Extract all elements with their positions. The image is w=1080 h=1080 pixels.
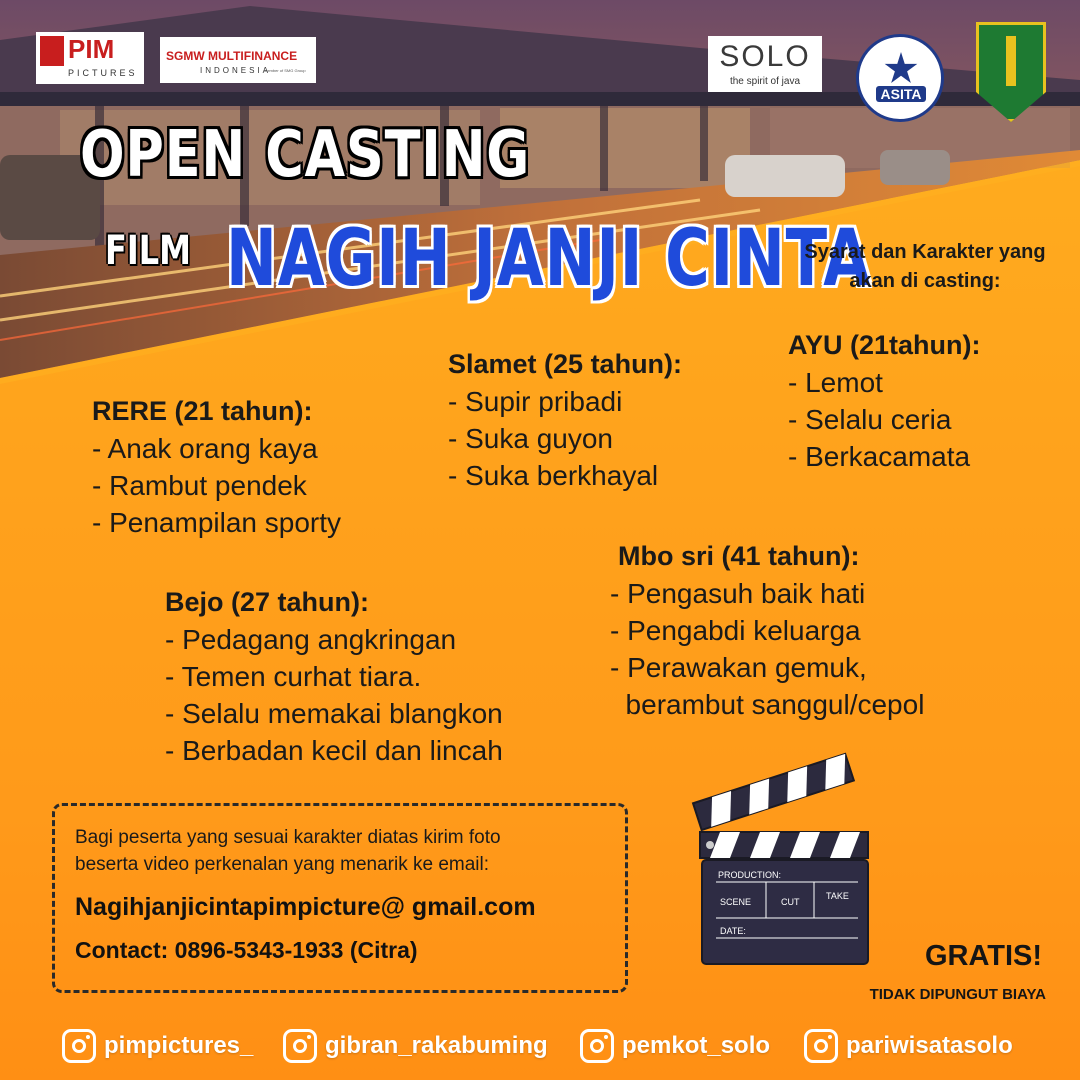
character-trait: - Supir pribadi <box>448 386 623 417</box>
sgmw-logo-subtext: INDONESIA <box>200 66 272 75</box>
free-subtitle: TIDAK DIPUNGUT BIAYA <box>869 986 1046 1003</box>
social-handle-pimpictures[interactable] <box>62 1026 253 1066</box>
crest-tower-icon <box>1006 36 1016 86</box>
instagram-icon <box>62 1029 96 1063</box>
instagram-icon <box>580 1029 614 1063</box>
social-handle-pariwisata[interactable] <box>804 1026 1013 1066</box>
pim-logo-text: PIM <box>68 34 115 64</box>
social-handle-gibran[interactable] <box>283 1026 548 1066</box>
requirements-label: Syarat dan Karakter yang akan di casting: <box>804 241 1046 292</box>
character-ayu <box>788 326 981 475</box>
sgmw-logo-tagline: member of SMG Group <box>264 68 306 73</box>
character-slamet <box>448 345 682 494</box>
character-trait: - Selalu memakai blangkon <box>165 698 503 729</box>
open-casting-heading: OPEN CASTING <box>80 118 531 192</box>
clapperboard-icon <box>688 750 878 970</box>
clapper-production-label: PRODUCTION: <box>718 870 781 880</box>
social-handle-text: pariwisatasolo <box>846 1032 1013 1059</box>
social-handle-pemkot[interactable] <box>580 1026 770 1066</box>
instagram-icon <box>804 1029 838 1063</box>
character-trait: - Anak orang kaya <box>92 433 318 464</box>
sgmw-multifinance-logo <box>160 37 316 83</box>
character-trait: - Selalu ceria <box>788 404 952 435</box>
character-trait: - Pedagang angkringan <box>165 624 457 655</box>
social-handle-text: pimpictures_ <box>104 1032 254 1059</box>
clapper-date-label: DATE: <box>720 926 746 936</box>
asita-badge-icon <box>856 34 944 122</box>
pim-logo-subtext: PICTURES <box>68 68 138 78</box>
character-trait: - Suka guyon <box>448 423 613 454</box>
submission-email[interactable]: Nagihjanjicintapimpicture@ gmail.com <box>75 893 536 921</box>
solo-logo-text: SOLO <box>719 40 811 73</box>
character-name: Bejo (27 tahun): <box>165 587 370 617</box>
character-name: RERE (21 tahun): <box>92 396 313 426</box>
character-rere <box>92 392 341 541</box>
character-trait: berambut sanggul/cepol <box>610 689 925 720</box>
clapper-cut-label: CUT <box>781 897 800 907</box>
clapper-take-label: TAKE <box>826 891 849 901</box>
character-trait: - Pengabdi keluarga <box>610 615 861 646</box>
submission-instructions <box>75 824 605 878</box>
pim-pictures-logo <box>36 32 144 84</box>
film-title: NAGIH JANJI CINTA <box>226 214 872 304</box>
character-trait: - Penampilan sporty <box>92 507 342 538</box>
character-name: Mbo sri (41 tahun): <box>618 541 860 571</box>
character-trait: - Pengasuh baik hati <box>610 578 866 609</box>
character-trait: - Berkacamata <box>788 441 971 472</box>
character-name: AYU (21tahun): <box>788 330 981 360</box>
character-trait: - Rambut pendek <box>92 470 307 501</box>
solo-logo-subtext: the spirit of java <box>729 76 801 87</box>
character-trait: - Perawakan gemuk, <box>610 652 867 683</box>
social-handles <box>0 1020 1080 1066</box>
submission-line: Bagi peserta yang sesuai karakter diatas kirim foto <box>75 827 501 848</box>
asita-logo <box>850 30 952 128</box>
film-label: FILM <box>105 228 191 274</box>
sgmw-logo-text: SGMW MULTIFINANCE <box>166 49 298 63</box>
social-handle-text: gibran_rakabuming <box>325 1032 548 1059</box>
pim-emblem-icon <box>40 36 64 66</box>
character-trait: - Lemot <box>788 367 883 398</box>
asita-logo-text: ASITA <box>876 86 926 102</box>
submission-line: beserta video perkenalan yang menarik ke email: <box>75 854 490 875</box>
instagram-icon <box>283 1029 317 1063</box>
character-mbo-sri <box>610 537 924 723</box>
solo-spirit-of-java-logo <box>708 36 822 92</box>
character-trait: - Temen curhat tiara. <box>165 661 422 692</box>
surakarta-crest-logo <box>976 22 1046 122</box>
clapper-scene-label: SCENE <box>720 897 752 907</box>
submission-box <box>52 803 628 993</box>
character-trait: - Berbadan kecil dan lincah <box>165 735 503 766</box>
character-name: Slamet (25 tahun): <box>448 349 683 379</box>
character-bejo <box>165 583 503 769</box>
character-trait: - Suka berkhayal <box>448 460 659 491</box>
contact-phone[interactable]: Contact: 0896-5343-1933 (Citra) <box>75 937 418 963</box>
social-handle-text: pemkot_solo <box>622 1032 771 1059</box>
free-label: GRATIS! <box>924 940 1042 972</box>
